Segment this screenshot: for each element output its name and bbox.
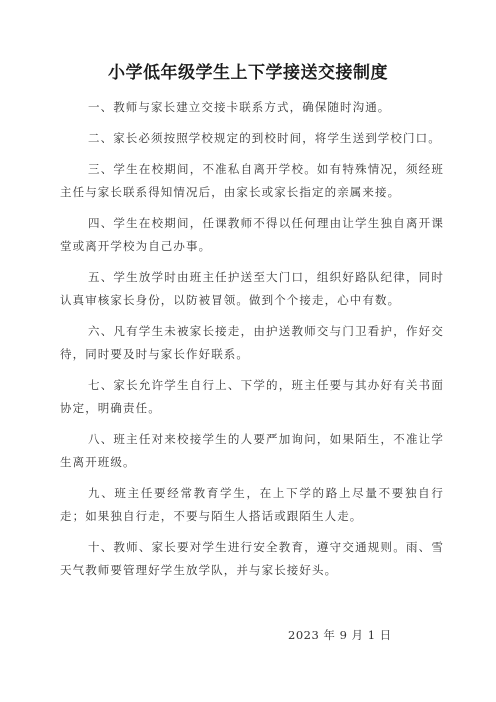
- paragraph-9: 九、班主任要经常教育学生，在上下学的路上尽量不要独自行走；如果独自行走，不要与陌生人搭话或跟陌生人走。: [60, 486, 444, 523]
- document-title: 小学低年级学生上下学接送交接制度: [108, 63, 388, 83]
- paragraph-5: 五、学生放学时由班主任护送至大门口，组织好路队纪律，同时认真审核家长身份，以防被冒领。做到个个接走，心中有数。: [60, 270, 444, 307]
- paragraph-2: 二、家长必须按照学校规定的到校时间，将学生送到学校门口。: [88, 131, 441, 145]
- paragraph-4: 四、学生在校期间，任课教师不得以任何理由让学生独自离开课堂或离开学校为自己办事。: [60, 216, 444, 253]
- paragraph-1: 一、教师与家长建立交接卡联系方式，确保随时沟通。: [88, 100, 391, 114]
- paragraph-8: 八、班主任对来校接学生的人要严加询问，如果陌生，不准让学生离开班级。: [60, 432, 444, 469]
- paragraph-6: 六、凡有学生未被家长接走，由护送教师交与门卫看护，作好交待，同时要及时与家长作好联系。: [60, 324, 444, 361]
- paragraph-7: 七、家长允许学生自行上、下学的，班主任要与其办好有关书面协定，明确责任。: [60, 378, 444, 415]
- document-date: 2023 年 9 月 1 日: [288, 628, 392, 642]
- paragraph-3: 三、学生在校期间，不准私自离开学校。如有特殊情况，须经班主任与家长联系得知情况后，由家长或家长指定的亲属来接。: [60, 162, 444, 199]
- paragraph-10: 十、教师、家长要对学生进行安全教育，遵守交通规则。雨、雪天气教师要管理好学生放学队，并与家长接好头。: [60, 540, 444, 577]
- document-body: [60, 96, 444, 590]
